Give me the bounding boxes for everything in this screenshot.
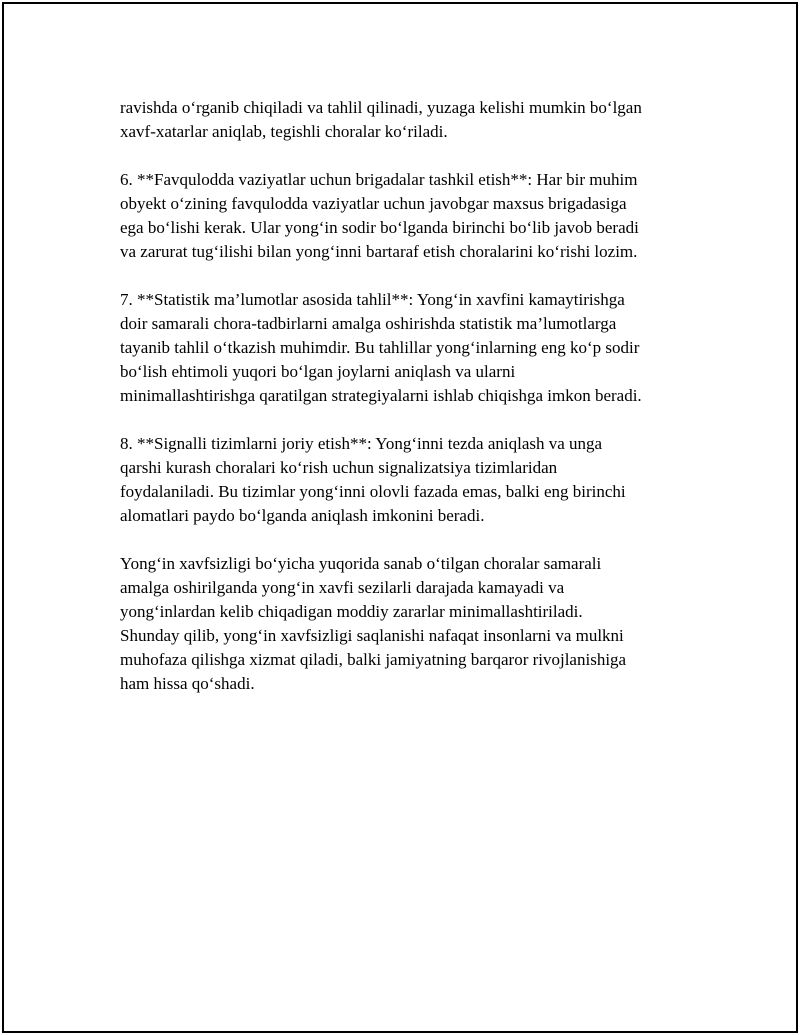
text-line: 6. **Favqulodda vaziyatlar uchun brigadalar tashkil etish**: Har bir muhim [120,170,638,189]
text-line: Shunday qilib, yong‘in xavfsizligi saqlanishi nafaqat insonlarni va mulkni [120,626,624,645]
paragraph-conclusion [120,552,695,696]
text-line: alomatlari paydo bo‘lganda aniqlash imkonini beradi. [120,506,485,525]
text-line: 8. **Signalli tizimlarni joriy etish**: Yong‘inni tezda aniqlash va unga [120,434,603,453]
text-line: 7. **Statistik ma’lumotlar asosida tahlil**: Yong‘in xavfini kamaytirishga [120,290,625,309]
text-line: ravishda o‘rganib chiqiladi va tahlil qilinadi, yuzaga kelishi mumkin bo‘lgan [120,98,642,117]
text-line: Yong‘in xavfsizligi bo‘yicha yuqorida sanab o‘tilgan choralar samarali [120,554,602,573]
text-line: qarshi kurash choralari ko‘rish uchun signalizatsiya tizimlaridan [120,458,558,477]
text-line: muhofaza qilishga xizmat qiladi, balki jamiyatning barqaror rivojlanishiga [120,650,627,669]
text-line: minimallashtirishga qaratilgan strategiyalarni ishlab chiqishga imkon beradi. [120,386,642,405]
paragraph-item-7 [120,288,695,408]
paragraph-item-6 [120,168,695,264]
text-line: tayanib tahlil o‘tkazish muhimdir. Bu tahlillar yong‘inlarning eng ko‘p sodir [120,338,640,357]
paragraph-item-8 [120,432,695,528]
text-line: yong‘inlardan kelib chiqadigan moddiy zararlar minimallashtiriladi. [120,602,583,621]
text-line: xavf-xatarlar aniqlab, tegishli choralar ko‘riladi. [120,122,448,141]
text-line: amalga oshirilganda yong‘in xavfi sezilarli darajada kamayadi va [120,578,565,597]
text-line: bo‘lish ehtimoli yuqori bo‘lgan joylarni aniqlash va ularni [120,362,516,381]
text-line: foydalaniladi. Bu tizimlar yong‘inni olovli fazada emas, balki eng birinchi [120,482,626,501]
text-line: obyekt o‘zining favqulodda vaziyatlar uchun javobgar maxsus brigadasiga [120,194,627,213]
page-frame [2,2,798,1033]
document-body [120,96,695,720]
text-line: ham hissa qo‘shadi. [120,674,255,693]
paragraph-continuation [120,96,695,144]
text-line: va zarurat tug‘ilishi bilan yong‘inni bartaraf etish choralarini ko‘rishi lozim. [120,242,638,261]
text-line: ega bo‘lishi kerak. Ular yong‘in sodir bo‘lganda birinchi bo‘lib javob beradi [120,218,639,237]
text-line: doir samarali chora-tadbirlarni amalga oshirishda statistik ma’lumotlarga [120,314,617,333]
